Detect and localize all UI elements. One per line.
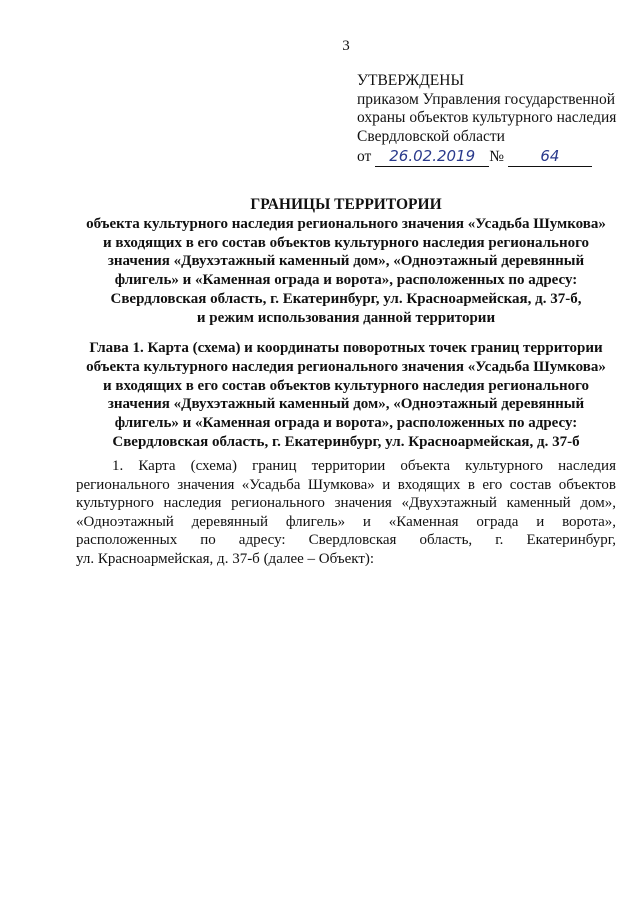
approval-block	[357, 72, 627, 167]
paragraph-1	[76, 457, 616, 569]
chapter-line: Свердловская область, г. Екатеринбург, ул. Красноармейская, д. 37-б	[112, 433, 580, 450]
approval-date-line	[357, 147, 627, 167]
paragraph-line: 1. Карта (схема) границ территории объекта культурного наследия	[112, 458, 616, 474]
title-line: и входящих в его состав объектов культурного наследия регионального	[102, 234, 590, 251]
paragraph-line: культурного наследия регионального значения «Двухэтажный каменный дом»,	[76, 495, 616, 512]
title-line: объекта культурного наследия регионального значения «Усадьба Шумкова»	[86, 215, 606, 232]
number-label: №	[489, 148, 504, 166]
page-number: 3	[342, 38, 350, 54]
approval-line: Свердловской области	[357, 127, 505, 145]
chapter-line: Глава 1. Карта (схема) и координаты поворотных точек границ территории	[89, 340, 603, 356]
handwritten-number: 64	[508, 147, 592, 167]
chapter-line: объекта культурного наследия регионального значения «Усадьба Шумкова»	[86, 358, 606, 375]
chapter-line: и входящих в его состав объектов культурного наследия регионального	[102, 377, 590, 394]
paragraph-line: расположенных по адресу: Свердловская область, г. Екатеринбург,	[76, 532, 616, 549]
title-line: Свердловская область, г. Екатеринбург, ул. Красноармейская, д. 37-б,	[110, 290, 582, 307]
paragraph-line: ул. Красноармейская, д. 37-б (далее – Объект):	[76, 550, 375, 567]
paragraph-line: «Одноэтажный деревянный флигель» и «Каменная ограда и ворота»,	[76, 513, 616, 530]
chapter-line: флигель» и «Каменная ограда и ворота», расположенных по адресу:	[114, 415, 578, 432]
title-line: флигель» и «Каменная ограда и ворота», расположенных по адресу:	[114, 272, 578, 289]
document-title	[76, 196, 616, 328]
chapter-line: значения «Двухэтажный каменный дом», «Одноэтажный деревянный	[107, 396, 585, 413]
date-prefix: от	[357, 148, 372, 166]
approval-line: приказом Управления государственной	[357, 90, 616, 108]
approval-heading: УТВЕРЖДЕНЫ	[357, 72, 464, 89]
paragraph-line: регионального значения «Усадьба Шумкова» и входящих в его состав объектов	[76, 476, 616, 493]
approval-line: охраны объектов культурного наследия	[357, 109, 617, 127]
title-line: значения «Двухэтажный каменный дом», «Одноэтажный деревянный	[107, 253, 585, 270]
handwritten-date: 26.02.2019	[375, 147, 489, 167]
title-line: и режим использования данной территории	[196, 309, 496, 326]
chapter-heading	[76, 339, 616, 452]
title-main: ГРАНИЦЫ ТЕРРИТОРИИ	[250, 196, 442, 213]
